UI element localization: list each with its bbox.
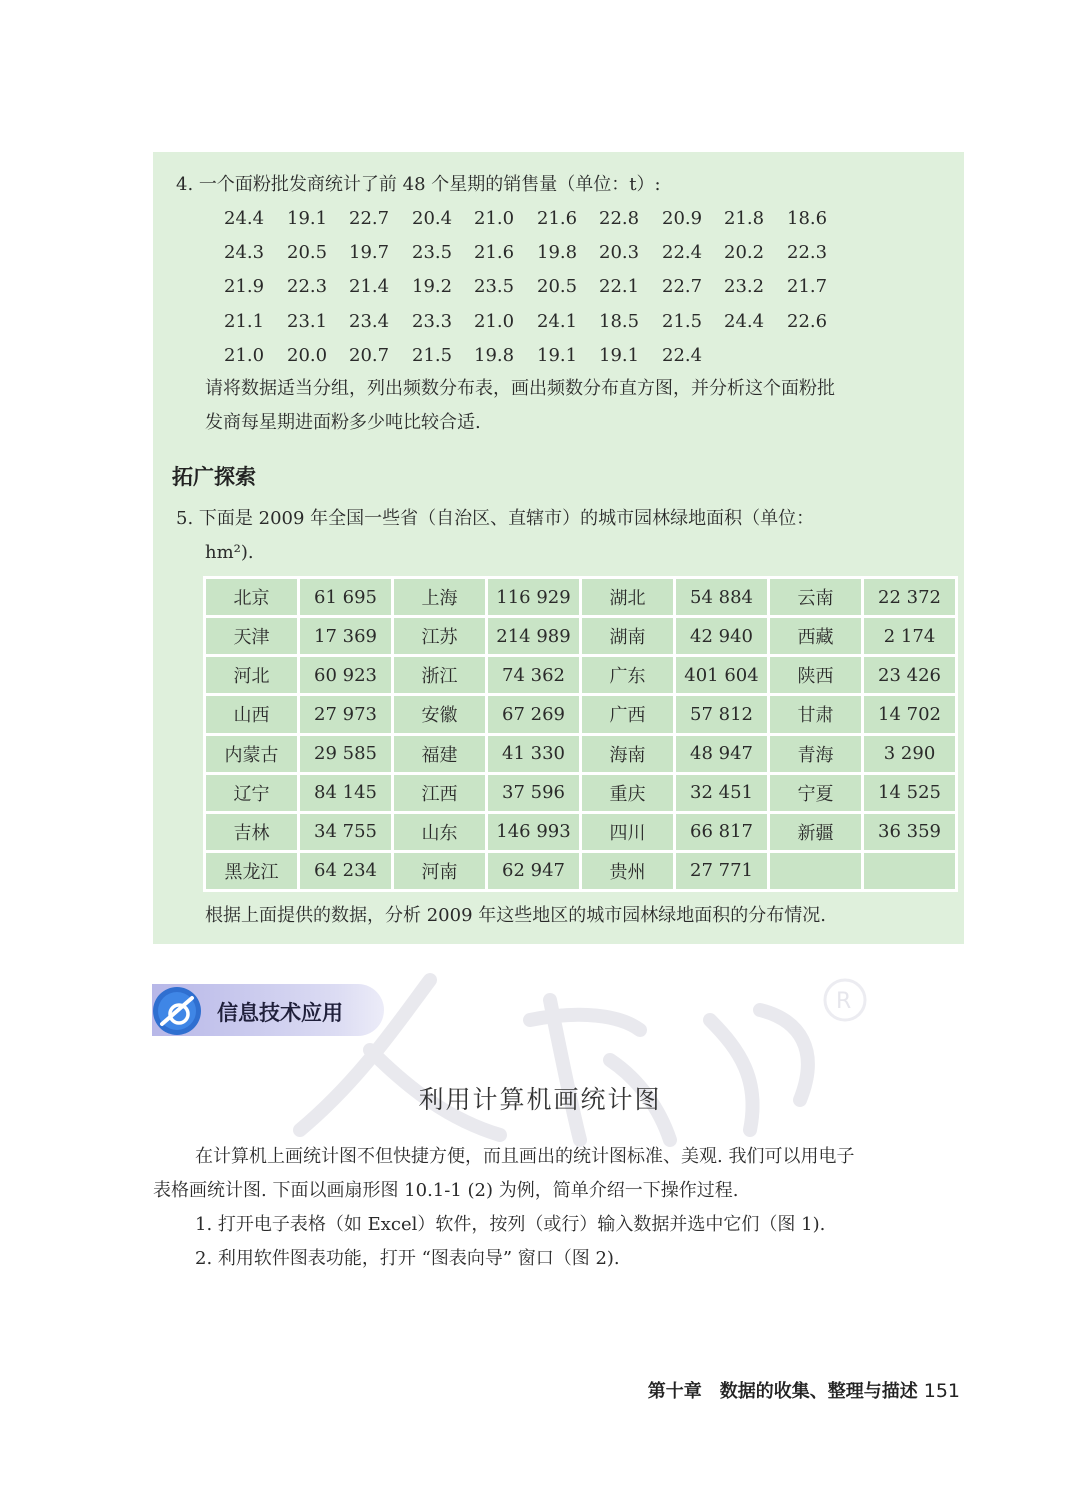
table-cell-value: 41 330 bbox=[488, 736, 579, 772]
data-value: 23.5 bbox=[412, 242, 453, 263]
table-cell-region: 河南 bbox=[394, 853, 485, 889]
svg-text:R: R bbox=[836, 989, 852, 1014]
exercise4-question-cont: 发商每星期进面粉多少吨比较合适. bbox=[205, 412, 481, 433]
data-value: 20.2 bbox=[724, 242, 765, 263]
article-step-1: 1. 打开电子表格（如 Excel）软件，按列（或行）输入数据并选中它们（图 1). bbox=[195, 1214, 826, 1235]
table-cell-region: 重庆 bbox=[582, 775, 673, 811]
table-row bbox=[206, 814, 955, 850]
data-value: 23.5 bbox=[474, 276, 515, 297]
table-cell-value bbox=[864, 853, 955, 889]
page-footer bbox=[648, 1377, 960, 1403]
table-cell-region: 西藏 bbox=[770, 618, 861, 654]
data-value: 19.8 bbox=[537, 242, 578, 263]
data-value: 23.3 bbox=[412, 311, 453, 332]
table-cell-value: 57 812 bbox=[676, 696, 767, 732]
article-paragraph-cont: 表格画统计图. 下面以画扇形图 10.1-1 (2) 为例，简单介绍一下操作过程. bbox=[153, 1180, 739, 1201]
data-value: 19.2 bbox=[412, 276, 453, 297]
data-value: 22.3 bbox=[287, 276, 328, 297]
table-cell-value: 62 947 bbox=[488, 853, 579, 889]
table-cell-region: 江苏 bbox=[394, 618, 485, 654]
data-value: 24.3 bbox=[224, 242, 265, 263]
exercise4-intro: 4. 一个面粉批发商统计了前 48 个星期的销售量（单位：t）: bbox=[176, 174, 661, 195]
data-value: 23.1 bbox=[287, 311, 328, 332]
data-value: 21.0 bbox=[474, 311, 515, 332]
info-tech-label: 信息技术应用 bbox=[217, 1001, 343, 1025]
data-value: 20.0 bbox=[287, 345, 328, 366]
table-cell-value: 3 290 bbox=[864, 736, 955, 772]
data-value: 21.6 bbox=[474, 242, 515, 263]
table-cell-region: 安徽 bbox=[394, 696, 485, 732]
data-value: 18.5 bbox=[599, 311, 640, 332]
data-value: 22.4 bbox=[662, 242, 703, 263]
data-value: 19.1 bbox=[287, 208, 328, 229]
table-cell-region: 山西 bbox=[206, 696, 297, 732]
table-cell-value: 61 695 bbox=[300, 579, 391, 615]
table-cell-region: 新疆 bbox=[770, 814, 861, 850]
data-value: 19.8 bbox=[474, 345, 515, 366]
table-cell-value: 48 947 bbox=[676, 736, 767, 772]
table-cell-region: 北京 bbox=[206, 579, 297, 615]
page-number: 151 bbox=[923, 1380, 960, 1402]
table-cell-value: 42 940 bbox=[676, 618, 767, 654]
data-value: 19.1 bbox=[537, 345, 578, 366]
table-cell-region: 广西 bbox=[582, 696, 673, 732]
data-value: 22.4 bbox=[662, 345, 703, 366]
table-cell-value: 36 359 bbox=[864, 814, 955, 850]
data-value: 20.4 bbox=[412, 208, 453, 229]
table-cell-region: 甘肃 bbox=[770, 696, 861, 732]
table-cell-value: 84 145 bbox=[300, 775, 391, 811]
data-value: 21.9 bbox=[224, 276, 265, 297]
table-row bbox=[206, 618, 955, 654]
data-value: 22.6 bbox=[787, 311, 828, 332]
table-cell-region: 海南 bbox=[582, 736, 673, 772]
table-cell-value: 67 269 bbox=[488, 696, 579, 732]
table-cell-value: 22 372 bbox=[864, 579, 955, 615]
chapter-title: 第十章 数据的收集、整理与描述 bbox=[647, 1381, 918, 1402]
table-cell-value: 401 604 bbox=[676, 657, 767, 693]
data-value: 21.6 bbox=[537, 208, 578, 229]
table-cell-value: 29 585 bbox=[300, 736, 391, 772]
table-cell-region: 天津 bbox=[206, 618, 297, 654]
exercise4-question: 请将数据适当分组，列出频数分布表，画出频数分布直方图，并分析这个面粉批 bbox=[205, 378, 835, 399]
table-cell-value: 27 771 bbox=[676, 853, 767, 889]
data-value: 21.5 bbox=[412, 345, 453, 366]
table-cell-value: 27 973 bbox=[300, 696, 391, 732]
data-value: 20.5 bbox=[287, 242, 328, 263]
data-value: 21.4 bbox=[349, 276, 390, 297]
table-cell-value: 54 884 bbox=[676, 579, 767, 615]
table-cell-value: 34 755 bbox=[300, 814, 391, 850]
data-value: 21.0 bbox=[474, 208, 515, 229]
data-value: 20.5 bbox=[537, 276, 578, 297]
table-cell-value: 146 993 bbox=[488, 814, 579, 850]
table-cell-value: 64 234 bbox=[300, 853, 391, 889]
data-value: 22.3 bbox=[787, 242, 828, 263]
table-row bbox=[206, 853, 955, 889]
table-cell-region: 云南 bbox=[770, 579, 861, 615]
data-value: 21.0 bbox=[224, 345, 265, 366]
table-cell-value: 17 369 bbox=[300, 618, 391, 654]
table-cell-region: 河北 bbox=[206, 657, 297, 693]
table-cell-value: 2 174 bbox=[864, 618, 955, 654]
exercise5-intro: 5. 下面是 2009 年全国一些省（自治区、直辖市）的城市园林绿地面积（单位： bbox=[176, 508, 815, 529]
data-value: 20.9 bbox=[662, 208, 703, 229]
data-value: 20.7 bbox=[349, 345, 390, 366]
data-value: 23.4 bbox=[349, 311, 390, 332]
greenspace-table bbox=[203, 576, 958, 892]
table-row bbox=[206, 736, 955, 772]
data-value: 21.8 bbox=[724, 208, 765, 229]
table-cell-value: 66 817 bbox=[676, 814, 767, 850]
article-paragraph: 在计算机上画统计图不但快捷方便，而且画出的统计图标准、美观. 我们可以用电子 bbox=[195, 1146, 855, 1167]
data-value: 24.4 bbox=[224, 208, 265, 229]
data-value: 23.2 bbox=[724, 276, 765, 297]
table-row bbox=[206, 775, 955, 811]
table-cell-value: 37 596 bbox=[488, 775, 579, 811]
table-cell-region: 青海 bbox=[770, 736, 861, 772]
data-value: 19.1 bbox=[599, 345, 640, 366]
table-cell-region: 广东 bbox=[582, 657, 673, 693]
table-cell-region: 宁夏 bbox=[770, 775, 861, 811]
table-cell-region: 吉林 bbox=[206, 814, 297, 850]
data-value: 21.5 bbox=[662, 311, 703, 332]
data-value: 20.3 bbox=[599, 242, 640, 263]
table-cell-region: 湖南 bbox=[582, 618, 673, 654]
data-value: 22.8 bbox=[599, 208, 640, 229]
data-value: 22.7 bbox=[349, 208, 390, 229]
table-cell-region: 上海 bbox=[394, 579, 485, 615]
data-value: 22.7 bbox=[662, 276, 703, 297]
data-value: 21.7 bbox=[787, 276, 828, 297]
table-cell-region: 福建 bbox=[394, 736, 485, 772]
exercise5-intro-cont: hm²). bbox=[205, 542, 254, 563]
table-cell-region: 江西 bbox=[394, 775, 485, 811]
table-cell-value: 74 362 bbox=[488, 657, 579, 693]
table-cell-region: 内蒙古 bbox=[206, 736, 297, 772]
table-cell-region: 辽宁 bbox=[206, 775, 297, 811]
table-cell-region: 黑龙江 bbox=[206, 853, 297, 889]
table-row bbox=[206, 696, 955, 732]
table-row bbox=[206, 579, 955, 615]
table-cell-region: 贵州 bbox=[582, 853, 673, 889]
table-cell-value: 32 451 bbox=[676, 775, 767, 811]
table-cell-region: 山东 bbox=[394, 814, 485, 850]
table-cell-region bbox=[770, 853, 861, 889]
info-tech-icon bbox=[152, 986, 202, 1036]
table-cell-value: 214 989 bbox=[488, 618, 579, 654]
data-value: 22.1 bbox=[599, 276, 640, 297]
table-cell-value: 23 426 bbox=[864, 657, 955, 693]
table-cell-value: 14 702 bbox=[864, 696, 955, 732]
article-step-2: 2. 利用软件图表功能，打开 “图表向导” 窗口（图 2). bbox=[195, 1248, 620, 1269]
table-cell-region: 湖北 bbox=[582, 579, 673, 615]
table-cell-value: 60 923 bbox=[300, 657, 391, 693]
data-value: 19.7 bbox=[349, 242, 390, 263]
data-value: 24.4 bbox=[724, 311, 765, 332]
table-cell-region: 陕西 bbox=[770, 657, 861, 693]
table-row bbox=[206, 657, 955, 693]
section-heading: 拓广探索 bbox=[172, 465, 256, 489]
data-value: 24.1 bbox=[537, 311, 578, 332]
table-cell-region: 浙江 bbox=[394, 657, 485, 693]
data-value: 18.6 bbox=[787, 208, 828, 229]
data-value: 21.1 bbox=[224, 311, 265, 332]
exercise5-conclusion: 根据上面提供的数据，分析 2009 年这些地区的城市园林绿地面积的分布情况. bbox=[205, 905, 826, 926]
table-cell-value: 14 525 bbox=[864, 775, 955, 811]
table-cell-value: 116 929 bbox=[488, 579, 579, 615]
table-cell-region: 四川 bbox=[582, 814, 673, 850]
article-title: 利用计算机画统计图 bbox=[418, 1085, 662, 1114]
